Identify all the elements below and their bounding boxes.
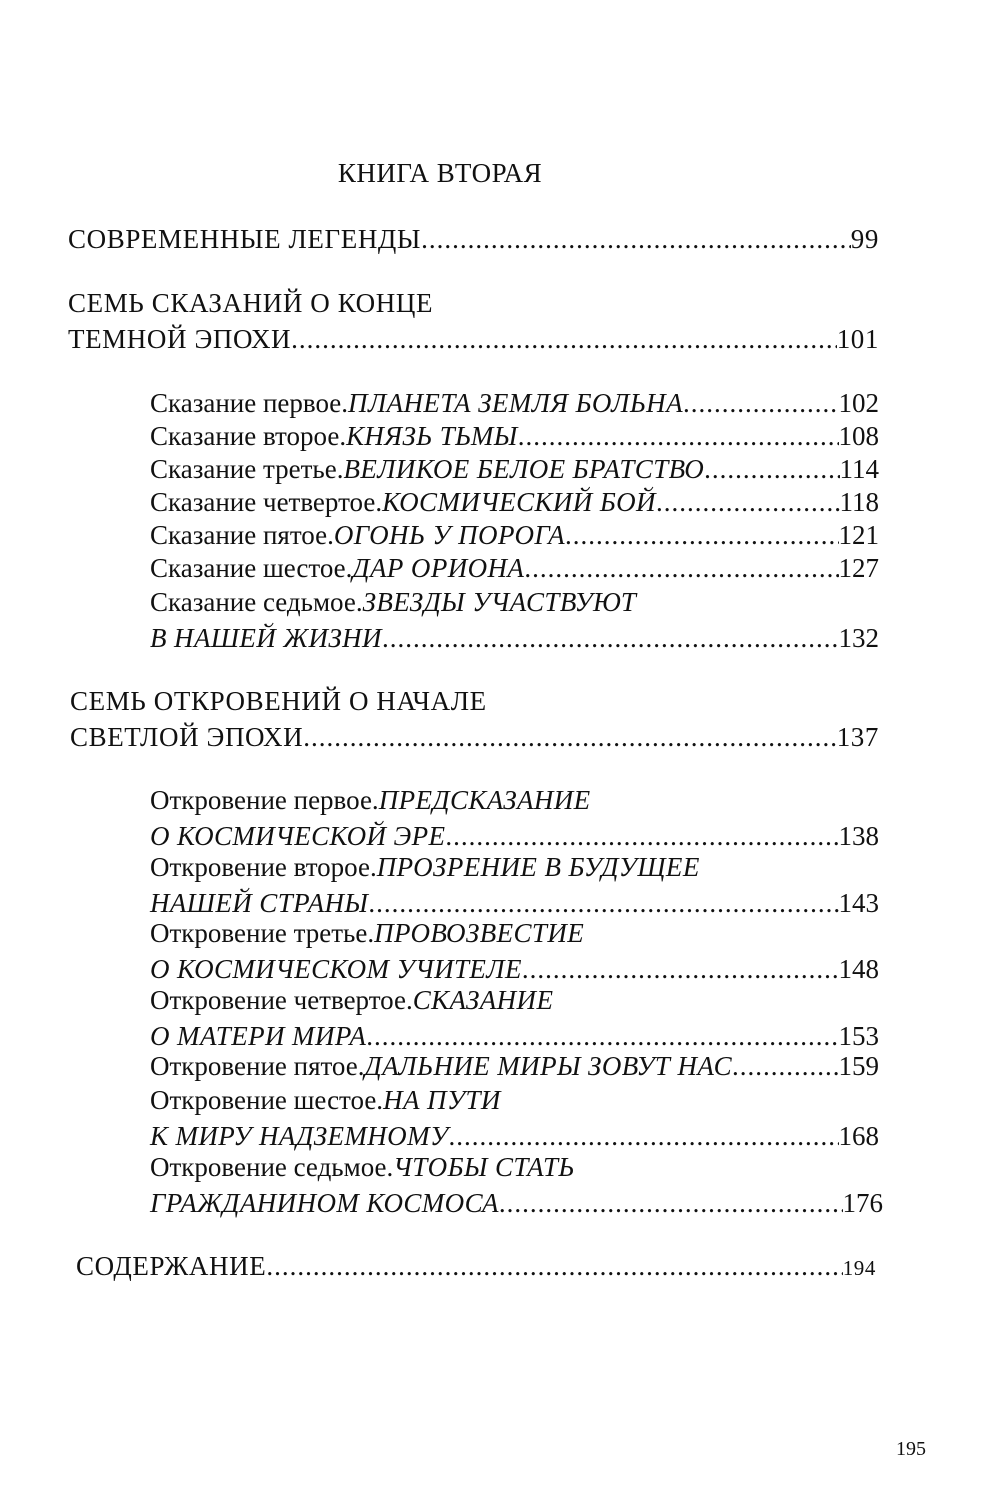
- toc-entry-title: СОДЕРЖАНИЕ: [76, 1251, 267, 1281]
- toc-entry-title: СОВРЕМЕННЫЕ ЛЕГЕНДЫ: [68, 224, 422, 254]
- toc-entry-label: Сказание шестое.: [150, 553, 353, 583]
- toc-entry-title: ЗВЕЗДЫ УЧАСТВУЮТ: [362, 587, 637, 617]
- leader-dots: [732, 1048, 839, 1084]
- toc-entry-modern-legends: [68, 221, 879, 257]
- toc-page-number: 121: [838, 520, 879, 550]
- toc-entry-tale-5: [150, 517, 879, 553]
- leader-dots: [266, 1248, 842, 1284]
- leader-dots: [291, 321, 837, 357]
- page-number: 195: [896, 1438, 926, 1460]
- toc-entry-revelation-5: [150, 1048, 879, 1084]
- toc-entry-seven-tales: [68, 285, 879, 357]
- toc-page-number: 138: [838, 821, 879, 851]
- toc-entry-label: Откровение второе.: [150, 852, 377, 882]
- toc-entry-title: СЕМЬ ОТКРОВЕНИЙ О НАЧАЛЕ: [70, 686, 487, 716]
- toc-page-number: 99: [850, 224, 879, 254]
- toc-entry-title: ПРОВОЗВЕСТИЕ: [374, 918, 585, 948]
- leader-dots: [656, 484, 840, 520]
- toc-entry-title-cont: ТЕМНОЙ ЭПОХИ: [68, 324, 292, 354]
- toc-entry-title: ОГОНЬ У ПОРОГА: [333, 520, 566, 550]
- toc-entry-label: Сказание третье.: [150, 454, 344, 484]
- toc-entry-title-cont: НАШЕЙ СТРАНЫ: [150, 888, 369, 918]
- toc-entry-label: Откровение седьмое.: [150, 1152, 394, 1182]
- toc-entry-title: ПРОЗРЕНИЕ В БУДУЩЕЕ: [376, 852, 700, 882]
- toc-entry-title: ПРЕДСКАЗАНИЕ: [378, 785, 591, 815]
- leader-dots: [421, 221, 851, 257]
- toc-page-number: 108: [838, 421, 879, 451]
- book-title: КНИГА ВТОРАЯ: [337, 158, 543, 188]
- toc-entry-title: ПЛАНЕТА ЗЕМЛЯ БОЛЬНА: [348, 388, 683, 418]
- toc-entry-label: Откровение четвертое.: [150, 985, 413, 1015]
- toc-page-number: 143: [838, 888, 879, 918]
- toc-entry-label: Сказание пятое.: [150, 520, 334, 550]
- leader-dots: [565, 517, 838, 553]
- toc-page-number: 137: [836, 722, 879, 752]
- toc-entry-title-cont: О МАТЕРИ МИРА: [150, 1021, 367, 1051]
- toc-entry-label: Откровение пятое.: [150, 1051, 365, 1081]
- toc-entry-title: КНЯЗЬ ТЬМЫ: [346, 421, 518, 451]
- toc-entry-title-cont: ГРАЖДАНИНОМ КОСМОСА: [150, 1188, 499, 1218]
- toc-page-number: 176: [842, 1188, 883, 1218]
- toc-page-number: 102: [838, 388, 879, 418]
- leader-dots: [518, 418, 839, 454]
- toc-entry-tale-1: [150, 385, 879, 421]
- toc-page-number: 114: [839, 454, 879, 484]
- leader-dots: [683, 385, 839, 421]
- toc-entry-title: ВЕЛИКОЕ БЕЛОЕ БРАТСТВО: [343, 454, 705, 484]
- toc-entry-label: Откровение третье.: [150, 918, 375, 948]
- toc-entry-title-cont: К МИРУ НАДЗЕМНОМУ: [150, 1121, 449, 1151]
- toc-entry-title: СЕМЬ СКАЗАНИЙ О КОНЦЕ: [68, 288, 434, 318]
- leader-dots: [303, 719, 836, 755]
- toc-entry-title: НА ПУТИ: [383, 1085, 501, 1115]
- leader-dots: [524, 550, 838, 586]
- toc-entry-title-cont: О КОСМИЧЕСКОМ УЧИТЕЛЕ: [150, 954, 522, 984]
- toc-entry-revelation-6: [150, 1082, 879, 1154]
- toc-entry-title-cont: В НАШЕЙ ЖИЗНИ: [150, 623, 382, 653]
- toc-entry-seven-revelations: [70, 683, 879, 755]
- toc-page-number: 159: [838, 1051, 879, 1081]
- toc-entry-tale-7: [150, 584, 879, 656]
- toc-entry-tale-3: [150, 451, 879, 487]
- toc-page-number: 148: [838, 954, 879, 984]
- toc-entry-revelation-4: [150, 982, 879, 1054]
- toc-entry-contents: [76, 1248, 876, 1284]
- toc-entry-revelation-7: [150, 1149, 883, 1221]
- toc-page-number: 127: [838, 553, 879, 583]
- toc-entry-title: СКАЗАНИЕ: [412, 985, 554, 1015]
- toc-entry-tale-2: [150, 418, 879, 454]
- leader-dots: [382, 620, 839, 656]
- toc-entry-title: КОСМИЧЕСКИЙ БОЙ: [382, 487, 656, 517]
- toc-entry-label: Сказание второе.: [150, 421, 347, 451]
- leader-dots: [499, 1185, 843, 1221]
- toc-page-number: 194: [842, 1256, 876, 1280]
- toc-entry-label: Сказание четвертое.: [150, 487, 383, 517]
- toc-page-number: 132: [838, 623, 879, 653]
- leader-dots: [704, 451, 839, 487]
- toc-entry-label: Сказание первое.: [150, 388, 349, 418]
- toc-page-number: 153: [838, 1021, 879, 1051]
- toc-page-number: 101: [836, 324, 879, 354]
- toc-entry-title: ДАР ОРИОНА: [352, 553, 525, 583]
- toc-entry-title: ЧТОБЫ СТАТЬ: [393, 1152, 575, 1182]
- toc-entry-tale-6: [150, 550, 879, 586]
- toc-entry-label: Сказание седьмое.: [150, 587, 363, 617]
- toc-entry-tale-4: [150, 484, 879, 520]
- toc-entry-revelation-1: [150, 782, 879, 854]
- toc-entry-revelation-2: [150, 849, 879, 921]
- toc-page-number: 118: [839, 487, 879, 517]
- toc-entry-label: Откровение шестое.: [150, 1085, 384, 1115]
- toc-entry-title-cont: О КОСМИЧЕСКОЙ ЭРЕ: [150, 821, 446, 851]
- toc-entry-title: ДАЛЬНИЕ МИРЫ ЗОВУТ НАС: [364, 1051, 732, 1081]
- toc-page-number: 168: [838, 1121, 879, 1151]
- toc-entry-label: Откровение первое.: [150, 785, 379, 815]
- toc-entry-revelation-3: [150, 915, 879, 987]
- toc-entry-title-cont: СВЕТЛОЙ ЭПОХИ: [70, 722, 304, 752]
